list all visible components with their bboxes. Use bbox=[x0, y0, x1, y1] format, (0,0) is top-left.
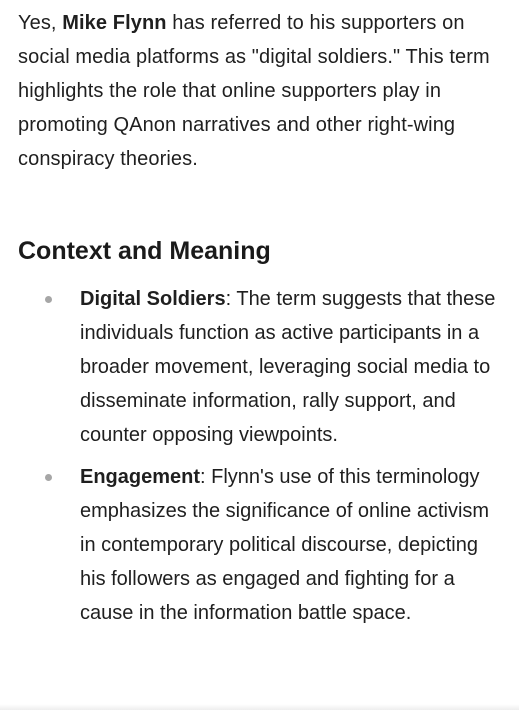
bullet-term: Engagement bbox=[80, 466, 201, 488]
bottom-fade bbox=[0, 704, 519, 710]
intro-prefix: Yes, bbox=[18, 12, 63, 34]
section-heading: Context and Meaning bbox=[18, 237, 271, 265]
bullet-text: : Flynn's use of this terminology emphasizes the significance of online activism in contemporary political discourse, depicting his followers as engaged and fighting for a cause in the information battle space. bbox=[80, 466, 490, 624]
intro-name: Mike Flynn bbox=[62, 12, 167, 34]
bullet-dot-icon bbox=[45, 296, 52, 303]
bullet-dot-icon bbox=[45, 474, 52, 481]
list-item bbox=[18, 460, 501, 630]
intro-paragraph bbox=[18, 6, 501, 176]
intro-text: has referred to his supporters on social media platforms as "digital soldiers." This term highlights the role that online supporters play in promoting QAnon narratives and other right-wing conspiracy theories. bbox=[18, 12, 490, 170]
bullet-list bbox=[18, 282, 501, 630]
bullet-text: : The term suggests that these individuals function as active participants in a broader movement, leveraging social media to disseminate information, rally support, and counter opposing viewpoints. bbox=[80, 288, 496, 446]
list-item bbox=[18, 282, 501, 452]
bullet-term: Digital Soldiers bbox=[80, 288, 226, 310]
